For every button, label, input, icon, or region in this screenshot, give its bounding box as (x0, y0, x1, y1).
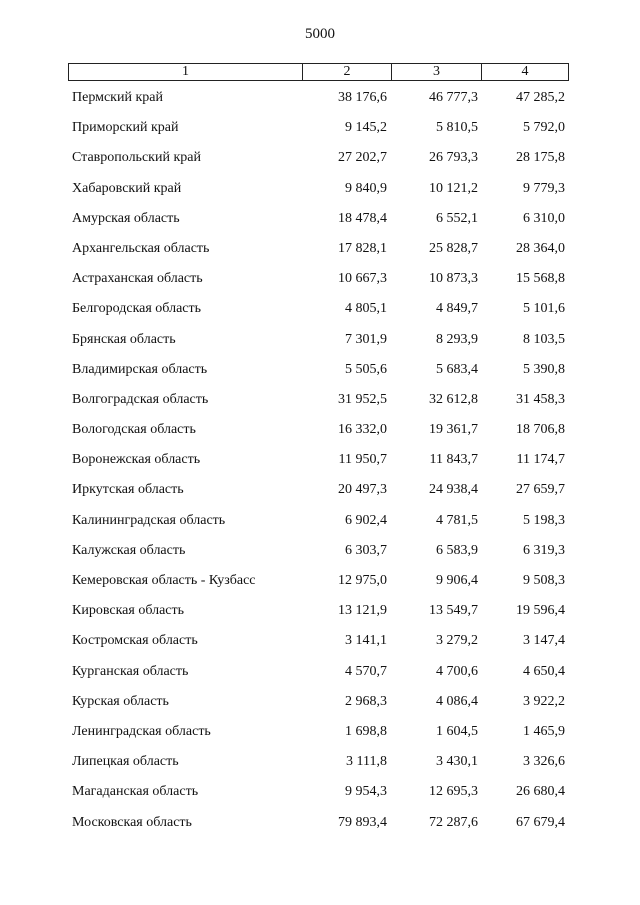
column-4-value: 28 175,8 (516, 150, 565, 166)
column-3-value: 25 828,7 (429, 240, 478, 256)
table-row (0, 565, 640, 595)
region-name: Калужская область (72, 542, 186, 558)
table-row (0, 776, 640, 806)
region-name: Курская область (72, 693, 169, 709)
column-4-value: 4 650,4 (523, 663, 565, 679)
column-2-value: 79 893,4 (338, 814, 387, 830)
table-row (0, 807, 640, 837)
column-2-value: 16 332,0 (338, 422, 387, 438)
table-row (0, 686, 640, 716)
table-row (0, 656, 640, 686)
column-4-value: 3 922,2 (523, 693, 565, 709)
region-name: Ленинградская область (72, 723, 211, 739)
column-2-value: 10 667,3 (338, 271, 387, 287)
column-3-value: 32 612,8 (429, 391, 478, 407)
column-4-value: 26 680,4 (516, 784, 565, 800)
column-2-value: 13 121,9 (338, 603, 387, 619)
column-4-value: 47 285,2 (516, 90, 565, 105)
column-3-value: 46 777,3 (429, 90, 478, 105)
column-2-value: 31 952,5 (338, 391, 387, 407)
column-4-value: 67 679,4 (516, 814, 565, 830)
column-3-value: 4 781,5 (436, 512, 478, 528)
column-2-value: 5 505,6 (345, 361, 387, 377)
region-name: Волгоградская область (72, 391, 209, 407)
table-row (0, 746, 640, 776)
column-2-value: 11 950,7 (338, 452, 387, 468)
column-2-value: 3 111,8 (346, 754, 387, 770)
table-row (0, 444, 640, 474)
column-3-value: 6 583,9 (436, 542, 478, 558)
region-name: Московская область (72, 814, 192, 830)
column-header-2: 2 (302, 64, 391, 80)
table-row (0, 505, 640, 535)
region-name: Белгородская область (72, 301, 202, 317)
column-header-1: 1 (182, 64, 189, 79)
column-3-value: 4 700,6 (436, 663, 478, 679)
column-2-value: 9 145,2 (345, 120, 387, 136)
table-header (68, 63, 569, 81)
column-2-value: 4 805,1 (345, 301, 387, 317)
column-4-value: 11 174,7 (516, 452, 565, 468)
column-4-value: 3 147,4 (523, 633, 565, 649)
table-row (0, 263, 640, 293)
column-3-value: 24 938,4 (429, 482, 478, 498)
region-name: Липецкая область (72, 754, 179, 770)
table-row (0, 384, 640, 414)
column-2-value: 9 954,3 (345, 784, 387, 800)
region-name: Архангельская область (72, 240, 210, 256)
region-name: Вологодская область (72, 422, 196, 438)
column-4-value: 5 390,8 (523, 361, 565, 377)
column-4-value: 5 792,0 (523, 120, 565, 136)
region-name: Курганская область (72, 663, 189, 679)
column-3-value: 8 293,9 (436, 331, 478, 347)
column-3-value: 10 121,2 (429, 180, 478, 196)
column-2-value: 7 301,9 (345, 331, 387, 347)
column-4-value: 6 310,0 (523, 210, 565, 226)
table-body (0, 82, 640, 837)
region-name: Хабаровский край (72, 180, 182, 196)
column-4-value: 27 659,7 (516, 482, 565, 498)
table-row (0, 142, 640, 172)
column-3-value: 5 683,4 (436, 361, 478, 377)
table-row (0, 112, 640, 142)
column-2-value: 17 828,1 (338, 240, 387, 256)
column-header-3: 3 (391, 64, 481, 80)
column-2-value: 2 968,3 (345, 693, 387, 709)
column-3-value: 6 552,1 (436, 210, 478, 226)
table-row (0, 716, 640, 746)
column-3-value: 19 361,7 (429, 422, 478, 438)
region-name: Кемеровская область - Кузбасс (72, 573, 256, 588)
column-4-value: 6 319,3 (523, 542, 565, 558)
column-4-value: 28 364,0 (516, 240, 565, 256)
column-2-value: 12 975,0 (338, 573, 387, 588)
column-3-value: 12 695,3 (429, 784, 478, 800)
table-row (0, 474, 640, 504)
table-row (0, 233, 640, 263)
column-2-value: 27 202,7 (338, 150, 387, 166)
region-name: Кировская область (72, 603, 185, 619)
table-row (0, 173, 640, 203)
column-2-value: 20 497,3 (338, 482, 387, 498)
column-3-value: 1 604,5 (436, 723, 478, 739)
column-3-value: 10 873,3 (429, 271, 478, 287)
column-4-value: 19 596,4 (516, 603, 565, 619)
region-name: Приморский край (72, 120, 179, 136)
column-4-value: 1 465,9 (523, 723, 565, 739)
table-row (0, 354, 640, 384)
region-name: Владимирская область (72, 361, 208, 377)
column-4-value: 9 779,3 (523, 180, 565, 196)
page-number: 5000 (305, 26, 335, 42)
column-2-value: 6 902,4 (345, 512, 387, 528)
column-3-value: 5 810,5 (436, 120, 478, 136)
column-4-value: 5 101,6 (523, 301, 565, 317)
column-3-value: 4 086,4 (436, 693, 478, 709)
column-3-value: 26 793,3 (429, 150, 478, 166)
column-2-value: 9 840,9 (345, 180, 387, 196)
region-name: Магаданская область (72, 784, 199, 800)
column-4-value: 31 458,3 (516, 391, 565, 407)
table-row (0, 203, 640, 233)
column-2-value: 4 570,7 (345, 663, 387, 679)
column-4-value: 18 706,8 (516, 422, 565, 438)
region-name: Калининградская область (72, 512, 226, 528)
table-row (0, 535, 640, 565)
column-3-value: 72 287,6 (429, 814, 478, 830)
region-name: Пермский край (72, 90, 163, 105)
column-2-value: 18 478,4 (338, 210, 387, 226)
column-3-value: 3 430,1 (436, 754, 478, 770)
column-4-value: 15 568,8 (516, 271, 565, 287)
table-row (0, 414, 640, 444)
table-row (0, 595, 640, 625)
column-2-value: 6 303,7 (345, 542, 387, 558)
table-row (0, 625, 640, 655)
column-2-value: 1 698,8 (345, 723, 387, 739)
column-4-value: 8 103,5 (523, 331, 565, 347)
column-4-value: 5 198,3 (523, 512, 565, 528)
column-3-value: 13 549,7 (429, 603, 478, 619)
column-2-value: 38 176,6 (338, 90, 387, 105)
table-row (0, 293, 640, 323)
region-name: Астраханская область (72, 271, 203, 287)
column-4-value: 3 326,6 (523, 754, 565, 770)
column-header-4: 4 (481, 64, 568, 80)
column-2-value: 3 141,1 (345, 633, 387, 649)
region-name: Воронежская область (72, 452, 201, 468)
region-name: Брянская область (72, 331, 176, 347)
region-name: Ставропольский край (72, 150, 201, 166)
column-3-value: 11 843,7 (429, 452, 478, 468)
region-name: Амурская область (72, 210, 180, 226)
region-name: Костромская область (72, 633, 198, 649)
region-name: Иркутская область (72, 482, 184, 498)
table-row (0, 82, 640, 112)
column-4-value: 9 508,3 (523, 573, 565, 588)
column-3-value: 3 279,2 (436, 633, 478, 649)
column-3-value: 9 906,4 (436, 573, 478, 588)
column-3-value: 4 849,7 (436, 301, 478, 317)
table-row (0, 324, 640, 354)
